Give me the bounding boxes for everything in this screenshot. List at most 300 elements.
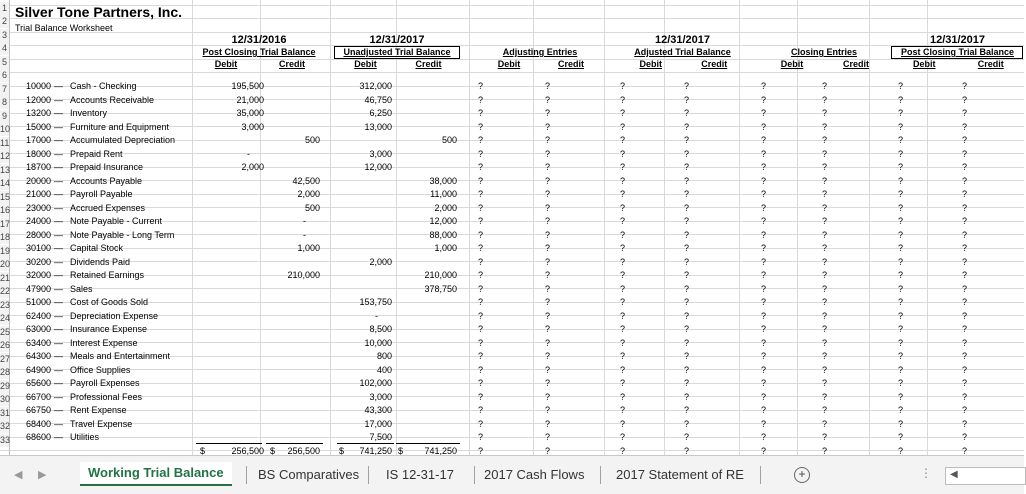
row-number[interactable]: 32: [0, 421, 11, 431]
placeholder-cell[interactable]: ?: [545, 175, 551, 186]
row-number[interactable]: 11: [0, 137, 10, 148]
placeholder-cell[interactable]: ?: [898, 121, 904, 132]
group-title: Post Closing Trial Balance: [900, 47, 1015, 57]
row-number[interactable]: 21: [0, 272, 11, 283]
amount-cell: 43,300: [364, 405, 392, 415]
placeholder-cell[interactable]: ?: [822, 135, 828, 145]
row-gridline: [0, 248, 1024, 249]
row-number[interactable]: 17: [0, 218, 11, 229]
placeholder-cell[interactable]: ?: [545, 229, 551, 240]
placeholder-cell[interactable]: ?: [684, 297, 690, 307]
placeholder-cell[interactable]: ?: [478, 270, 484, 280]
amount-cell: 38,000: [429, 175, 457, 186]
placeholder-cell[interactable]: ?: [962, 324, 968, 334]
placeholder-cell[interactable]: ?: [545, 121, 551, 132]
placeholder-cell[interactable]: ?: [545, 405, 551, 415]
placeholder-cell[interactable]: ?: [478, 297, 484, 307]
placeholder-cell[interactable]: ?: [962, 405, 968, 415]
row-number[interactable]: 1: [1, 2, 7, 13]
placeholder-cell[interactable]: ?: [620, 337, 626, 348]
row-number[interactable]: 13: [0, 164, 11, 175]
account-name: Inventory: [70, 108, 108, 118]
placeholder-cell[interactable]: ?: [761, 202, 767, 213]
placeholder-cell[interactable]: ?: [962, 162, 968, 172]
row-number[interactable]: 28: [0, 367, 11, 377]
placeholder-cell[interactable]: ?: [684, 364, 690, 375]
placeholder-cell[interactable]: ?: [620, 108, 626, 118]
placeholder-cell[interactable]: ?: [620, 121, 626, 132]
placeholder-cell[interactable]: ?: [684, 405, 690, 415]
column-gridline: [604, 0, 605, 455]
row-number[interactable]: 9: [1, 110, 7, 121]
placeholder-cell[interactable]: ?: [822, 108, 828, 118]
placeholder-cell[interactable]: ?: [822, 432, 828, 442]
placeholder-cell[interactable]: ?: [822, 94, 828, 105]
placeholder-cell[interactable]: ?: [898, 405, 904, 415]
placeholder-cell[interactable]: ?: [761, 270, 767, 280]
placeholder-cell[interactable]: ?: [684, 189, 690, 199]
placeholder-cell[interactable]: ?: [761, 148, 767, 159]
placeholder-cell[interactable]: ?: [545, 378, 551, 388]
account-dash: —: [54, 270, 63, 280]
sheet-tab[interactable]: IS 12-31-17: [386, 467, 454, 482]
placeholder-cell[interactable]: ?: [761, 351, 767, 361]
row-number[interactable]: 16: [0, 205, 11, 215]
placeholder-cell[interactable]: ?: [761, 108, 767, 118]
placeholder-cell[interactable]: ?: [545, 81, 551, 91]
placeholder-cell[interactable]: ?: [478, 310, 484, 321]
account-name: Office Supplies: [70, 364, 131, 375]
placeholder-cell[interactable]: ?: [761, 445, 767, 456]
placeholder-cell[interactable]: ?: [898, 81, 904, 91]
placeholder-cell[interactable]: ?: [620, 81, 626, 91]
placeholder-cell[interactable]: ?: [684, 310, 690, 321]
placeholder-cell[interactable]: ?: [761, 405, 767, 415]
row-number[interactable]: 31: [0, 407, 11, 418]
worksheet-subtitle: Trial Balance Worksheet: [15, 23, 113, 33]
placeholder-cell[interactable]: ?: [962, 135, 968, 145]
placeholder-cell[interactable]: ?: [684, 94, 690, 105]
placeholder-cell[interactable]: ?: [545, 418, 551, 429]
placeholder-cell[interactable]: ?: [545, 189, 551, 199]
placeholder-cell[interactable]: ?: [761, 256, 767, 267]
placeholder-cell[interactable]: ?: [962, 297, 968, 307]
placeholder-cell[interactable]: ?: [962, 418, 968, 429]
account-name: Retained Earnings: [70, 270, 145, 280]
placeholder-cell[interactable]: ?: [898, 256, 904, 267]
placeholder-cell[interactable]: ?: [822, 324, 828, 334]
placeholder-cell[interactable]: ?: [822, 256, 828, 267]
account-name: Note Payable - Long Term: [70, 229, 175, 240]
row-number[interactable]: 18: [0, 232, 11, 242]
placeholder-cell[interactable]: ?: [478, 337, 484, 348]
group-date: 12/31/2017: [369, 34, 425, 46]
placeholder-cell[interactable]: ?: [620, 378, 626, 388]
placeholder-cell[interactable]: ?: [545, 108, 551, 118]
placeholder-cell[interactable]: ?: [761, 283, 767, 294]
placeholder-cell[interactable]: ?: [478, 202, 484, 213]
placeholder-cell[interactable]: ?: [478, 364, 484, 375]
placeholder-cell[interactable]: ?: [545, 243, 551, 253]
placeholder-cell[interactable]: ?: [620, 351, 626, 361]
placeholder-cell[interactable]: ?: [545, 256, 551, 267]
sheet-tab[interactable]: Working Trial Balance: [80, 462, 232, 486]
placeholder-cell[interactable]: ?: [898, 94, 904, 105]
placeholder-cell[interactable]: ?: [962, 229, 968, 240]
placeholder-cell[interactable]: ?: [761, 337, 767, 348]
placeholder-cell[interactable]: ?: [545, 162, 551, 172]
placeholder-cell[interactable]: ?: [962, 189, 968, 199]
placeholder-cell[interactable]: ?: [761, 418, 767, 429]
placeholder-cell[interactable]: ?: [478, 324, 484, 334]
placeholder-cell[interactable]: ?: [620, 94, 626, 105]
placeholder-cell[interactable]: ?: [761, 310, 767, 321]
placeholder-cell[interactable]: ?: [761, 135, 767, 145]
placeholder-cell[interactable]: ?: [822, 216, 828, 226]
placeholder-cell[interactable]: ?: [822, 175, 828, 186]
amount-cell: 312,000: [359, 81, 392, 91]
placeholder-cell[interactable]: ?: [898, 162, 904, 172]
amount-cell: 2,000: [369, 256, 392, 267]
placeholder-cell[interactable]: ?: [822, 270, 828, 280]
row-number[interactable]: 29: [0, 380, 11, 391]
amount-cell: 195,500: [231, 81, 264, 91]
placeholder-cell[interactable]: ?: [822, 283, 828, 294]
placeholder-cell[interactable]: ?: [962, 283, 968, 294]
row-number[interactable]: 30: [0, 394, 11, 404]
placeholder-cell[interactable]: ?: [478, 351, 484, 361]
placeholder-cell[interactable]: ?: [684, 202, 690, 213]
placeholder-cell[interactable]: ?: [962, 175, 968, 186]
placeholder-cell[interactable]: ?: [761, 391, 767, 402]
placeholder-cell[interactable]: ?: [478, 135, 484, 145]
amount-cell: 500: [441, 135, 457, 145]
placeholder-cell[interactable]: ?: [478, 243, 484, 253]
placeholder-cell[interactable]: ?: [684, 270, 690, 280]
placeholder-cell[interactable]: ?: [822, 351, 828, 361]
placeholder-cell[interactable]: ?: [545, 351, 551, 361]
placeholder-cell[interactable]: ?: [684, 337, 690, 348]
placeholder-cell[interactable]: ?: [620, 391, 626, 402]
row-number[interactable]: 4: [1, 43, 7, 53]
row-number[interactable]: 25: [0, 326, 11, 337]
placeholder-cell[interactable]: ?: [962, 351, 968, 361]
placeholder-cell[interactable]: ?: [822, 418, 828, 429]
placeholder-cell[interactable]: ?: [684, 283, 690, 294]
placeholder-cell[interactable]: ?: [684, 229, 690, 240]
placeholder-cell[interactable]: ?: [962, 216, 968, 226]
account-name: Accounts Receivable: [70, 94, 155, 105]
row-number[interactable]: 15: [0, 191, 11, 202]
placeholder-cell[interactable]: ?: [898, 337, 904, 348]
placeholder-cell[interactable]: ?: [822, 148, 828, 159]
placeholder-cell[interactable]: ?: [962, 108, 968, 118]
placeholder-cell[interactable]: ?: [684, 351, 690, 361]
placeholder-cell[interactable]: ?: [545, 324, 551, 334]
placeholder-cell[interactable]: ?: [684, 135, 690, 145]
placeholder-cell[interactable]: ?: [898, 418, 904, 429]
placeholder-cell[interactable]: ?: [822, 243, 828, 253]
placeholder-cell[interactable]: ?: [898, 391, 904, 402]
placeholder-cell[interactable]: ?: [684, 378, 690, 388]
placeholder-cell[interactable]: ?: [478, 175, 484, 186]
placeholder-cell[interactable]: ?: [478, 162, 484, 172]
placeholder-cell[interactable]: ?: [478, 405, 484, 415]
placeholder-cell[interactable]: ?: [545, 337, 551, 348]
placeholder-cell[interactable]: ?: [620, 270, 626, 280]
placeholder-cell[interactable]: ?: [761, 175, 767, 186]
horizontal-scrollbar[interactable]: [945, 467, 1026, 485]
placeholder-cell[interactable]: ?: [962, 121, 968, 132]
placeholder-cell[interactable]: ?: [761, 378, 767, 388]
placeholder-cell[interactable]: ?: [620, 175, 626, 186]
placeholder-cell[interactable]: ?: [898, 243, 904, 253]
account-dash: —: [54, 121, 63, 132]
placeholder-cell[interactable]: ?: [478, 256, 484, 267]
placeholder-cell[interactable]: ?: [822, 162, 828, 172]
row-number[interactable]: 24: [0, 313, 11, 323]
placeholder-cell[interactable]: ?: [761, 297, 767, 307]
placeholder-cell[interactable]: ?: [822, 391, 828, 402]
placeholder-cell[interactable]: ?: [962, 391, 968, 402]
placeholder-cell[interactable]: ?: [761, 189, 767, 199]
placeholder-cell[interactable]: ?: [478, 121, 484, 132]
placeholder-cell[interactable]: ?: [822, 405, 828, 415]
row-number[interactable]: 27: [0, 353, 11, 364]
tab-nav-prev-icon[interactable]: ◀: [14, 469, 23, 481]
placeholder-cell[interactable]: ?: [620, 256, 626, 267]
placeholder-cell[interactable]: ?: [962, 256, 968, 267]
placeholder-cell[interactable]: ?: [620, 297, 626, 307]
placeholder-cell[interactable]: ?: [761, 432, 767, 442]
placeholder-cell[interactable]: ?: [620, 324, 626, 334]
placeholder-cell[interactable]: ?: [761, 324, 767, 334]
placeholder-cell[interactable]: ?: [620, 229, 626, 240]
placeholder-cell[interactable]: ?: [684, 162, 690, 172]
placeholder-cell[interactable]: ?: [898, 432, 904, 442]
placeholder-cell[interactable]: ?: [962, 337, 968, 348]
row-gridline: [0, 329, 1024, 330]
row-number[interactable]: 10: [0, 124, 11, 134]
account-name: Professional Fees: [70, 391, 143, 402]
tab-nav-next-icon[interactable]: ▶: [38, 469, 47, 481]
placeholder-cell[interactable]: ?: [684, 175, 690, 186]
placeholder-cell[interactable]: ?: [898, 189, 904, 199]
placeholder-cell[interactable]: ?: [545, 148, 551, 159]
more-options-icon[interactable]: ⋮: [920, 466, 932, 480]
account-name: Cash - Checking: [70, 81, 137, 91]
placeholder-cell[interactable]: ?: [898, 297, 904, 307]
placeholder-cell[interactable]: ?: [761, 162, 767, 172]
placeholder-cell[interactable]: ?: [962, 243, 968, 253]
placeholder-cell[interactable]: ?: [684, 418, 690, 429]
placeholder-cell[interactable]: ?: [620, 243, 626, 253]
placeholder-cell[interactable]: ?: [620, 432, 626, 442]
placeholder-cell[interactable]: ?: [478, 229, 484, 240]
placeholder-cell[interactable]: ?: [822, 189, 828, 199]
placeholder-cell[interactable]: ?: [822, 81, 828, 91]
account-code: 63000: [26, 324, 52, 334]
placeholder-cell[interactable]: ?: [898, 108, 904, 118]
placeholder-cell[interactable]: ?: [620, 445, 626, 456]
placeholder-cell[interactable]: ?: [684, 432, 690, 442]
placeholder-cell[interactable]: ?: [898, 364, 904, 375]
placeholder-cell[interactable]: ?: [898, 148, 904, 159]
placeholder-cell[interactable]: ?: [620, 148, 626, 159]
account-code: 21000: [26, 189, 52, 199]
placeholder-cell[interactable]: ?: [898, 324, 904, 334]
placeholder-cell[interactable]: ?: [620, 418, 626, 429]
account-code: 64900: [26, 364, 52, 375]
placeholder-cell[interactable]: ?: [545, 202, 551, 213]
placeholder-cell[interactable]: ?: [545, 216, 551, 226]
placeholder-cell[interactable]: ?: [684, 324, 690, 334]
placeholder-cell[interactable]: ?: [545, 94, 551, 105]
placeholder-cell[interactable]: ?: [684, 391, 690, 402]
placeholder-cell[interactable]: ?: [620, 405, 626, 415]
placeholder-cell[interactable]: ?: [962, 378, 968, 388]
placeholder-cell[interactable]: ?: [684, 148, 690, 159]
placeholder-cell[interactable]: ?: [545, 391, 551, 402]
row-number[interactable]: 14: [0, 178, 11, 188]
placeholder-cell[interactable]: ?: [478, 81, 484, 91]
row-number[interactable]: 22: [0, 286, 11, 296]
placeholder-cell[interactable]: ?: [822, 121, 828, 132]
placeholder-cell[interactable]: ?: [545, 135, 551, 145]
placeholder-cell[interactable]: ?: [478, 216, 484, 226]
placeholder-cell[interactable]: ?: [684, 81, 690, 91]
scroll-left-icon[interactable]: ◀: [950, 469, 958, 480]
placeholder-cell[interactable]: ?: [898, 229, 904, 240]
row-number[interactable]: 12: [0, 151, 11, 161]
placeholder-cell[interactable]: ?: [962, 148, 968, 159]
placeholder-cell[interactable]: ?: [684, 445, 690, 456]
row-number[interactable]: 19: [0, 245, 11, 256]
placeholder-cell[interactable]: ?: [545, 432, 551, 442]
placeholder-cell[interactable]: ?: [620, 310, 626, 321]
placeholder-cell[interactable]: ?: [620, 135, 626, 145]
placeholder-cell[interactable]: ?: [822, 378, 828, 388]
row-number[interactable]: 7: [1, 83, 7, 94]
placeholder-cell[interactable]: ?: [478, 283, 484, 294]
row-number[interactable]: 5: [1, 56, 7, 67]
row-number[interactable]: 20: [0, 259, 11, 269]
placeholder-cell[interactable]: ?: [822, 297, 828, 307]
placeholder-cell[interactable]: ?: [620, 216, 626, 226]
placeholder-cell[interactable]: ?: [620, 202, 626, 213]
placeholder-cell[interactable]: ?: [822, 337, 828, 348]
placeholder-cell[interactable]: ?: [898, 175, 904, 186]
placeholder-cell[interactable]: ?: [478, 189, 484, 199]
placeholder-cell[interactable]: ?: [822, 364, 828, 375]
placeholder-cell[interactable]: ?: [545, 283, 551, 294]
account-name: Sales: [70, 283, 93, 294]
row-number[interactable]: 23: [0, 299, 11, 310]
sheet-tab[interactable]: 2017 Cash Flows: [484, 467, 585, 482]
placeholder-cell[interactable]: ?: [962, 270, 968, 280]
placeholder-cell[interactable]: ?: [962, 202, 968, 213]
placeholder-cell[interactable]: ?: [898, 202, 904, 213]
placeholder-cell[interactable]: ?: [898, 351, 904, 361]
placeholder-cell[interactable]: ?: [822, 202, 828, 213]
placeholder-cell[interactable]: ?: [761, 81, 767, 91]
placeholder-cell[interactable]: ?: [898, 310, 904, 321]
placeholder-cell[interactable]: ?: [478, 418, 484, 429]
placeholder-cell[interactable]: ?: [761, 121, 767, 132]
placeholder-cell[interactable]: ?: [898, 445, 904, 456]
placeholder-cell[interactable]: ?: [822, 445, 828, 456]
placeholder-cell[interactable]: ?: [761, 94, 767, 105]
sheet-tab[interactable]: BS Comparatives: [258, 467, 360, 482]
placeholder-cell[interactable]: ?: [761, 364, 767, 375]
placeholder-cell[interactable]: ?: [761, 229, 767, 240]
placeholder-cell[interactable]: ?: [684, 108, 690, 118]
placeholder-cell[interactable]: ?: [962, 445, 968, 456]
placeholder-cell[interactable]: ?: [620, 283, 626, 294]
add-sheet-icon[interactable]: +: [794, 467, 810, 483]
placeholder-cell[interactable]: ?: [478, 391, 484, 402]
placeholder-cell[interactable]: ?: [684, 216, 690, 226]
row-number[interactable]: 26: [0, 340, 11, 350]
placeholder-cell[interactable]: ?: [822, 229, 828, 240]
placeholder-cell[interactable]: ?: [478, 148, 484, 159]
amount-cell: 210,000: [424, 270, 457, 280]
placeholder-cell[interactable]: ?: [898, 283, 904, 294]
row-number[interactable]: 6: [1, 70, 7, 80]
placeholder-cell[interactable]: ?: [478, 108, 484, 118]
account-dash: —: [54, 364, 63, 375]
placeholder-cell[interactable]: ?: [478, 445, 484, 456]
row-gridline: [0, 153, 1024, 154]
placeholder-cell[interactable]: ?: [898, 135, 904, 145]
placeholder-cell[interactable]: ?: [962, 364, 968, 375]
placeholder-cell[interactable]: ?: [620, 364, 626, 375]
account-name: Payroll Expenses: [70, 378, 140, 388]
placeholder-cell[interactable]: ?: [545, 445, 551, 456]
placeholder-cell[interactable]: ?: [898, 270, 904, 280]
placeholder-cell[interactable]: ?: [962, 81, 968, 91]
placeholder-cell[interactable]: ?: [822, 310, 828, 321]
row-number[interactable]: 2: [1, 16, 7, 26]
placeholder-cell[interactable]: ?: [545, 310, 551, 321]
placeholder-cell[interactable]: ?: [478, 94, 484, 105]
row-number[interactable]: 8: [1, 97, 7, 107]
placeholder-cell[interactable]: ?: [545, 364, 551, 375]
group-date: 12/31/2017: [929, 34, 986, 46]
placeholder-cell[interactable]: ?: [898, 216, 904, 226]
placeholder-cell[interactable]: ?: [478, 432, 484, 442]
placeholder-cell[interactable]: ?: [962, 432, 968, 442]
placeholder-cell[interactable]: ?: [620, 162, 626, 172]
placeholder-cell[interactable]: ?: [761, 243, 767, 253]
row-number[interactable]: 3: [1, 29, 7, 40]
placeholder-cell[interactable]: ?: [684, 121, 690, 132]
placeholder-cell[interactable]: ?: [545, 270, 551, 280]
placeholder-cell[interactable]: ?: [545, 297, 551, 307]
placeholder-cell[interactable]: ?: [962, 310, 968, 321]
row-gridline: [0, 32, 1024, 33]
placeholder-cell[interactable]: ?: [684, 256, 690, 267]
placeholder-cell[interactable]: ?: [898, 378, 904, 388]
sheet-tab[interactable]: 2017 Statement of RE: [616, 467, 744, 482]
placeholder-cell[interactable]: ?: [761, 216, 767, 226]
placeholder-cell[interactable]: ?: [684, 243, 690, 253]
placeholder-cell[interactable]: ?: [962, 94, 968, 105]
placeholder-cell[interactable]: ?: [478, 378, 484, 388]
placeholder-cell[interactable]: ?: [620, 189, 626, 199]
account-code: 18700: [26, 162, 52, 172]
row-number[interactable]: 33: [0, 434, 11, 445]
